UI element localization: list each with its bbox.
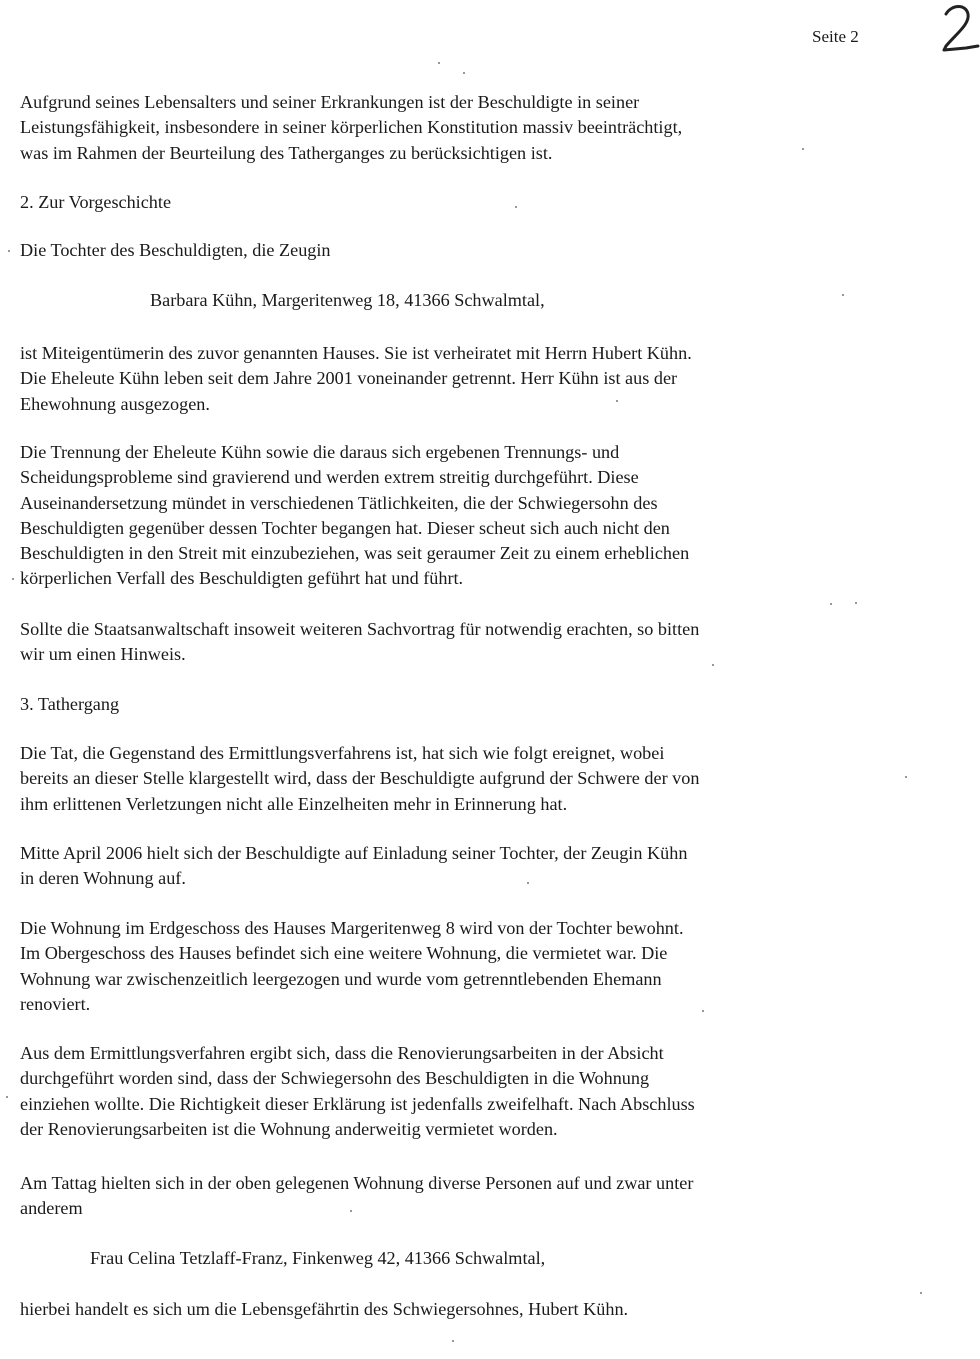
text-line: ihm erlittenen Verletzungen nicht alle Einzelheiten mehr in Erinnerung hat. [20, 793, 568, 814]
scan-speck [8, 250, 10, 252]
text-line: Die Tochter des Beschuldigten, die Zeugin [20, 240, 331, 260]
text-line: Mitte April 2006 hielt sich der Beschuldigte auf Einladung seiner Tochter, der Zeugin Kühn [20, 843, 688, 863]
handwritten-page-mark [932, 0, 980, 60]
text-line: durchgeführt worden sind, dass der Schwiegersohn des Beschuldigten in die Wohnung [20, 1068, 650, 1089]
scan-speck [802, 148, 804, 150]
scan-speck [350, 1210, 352, 1212]
text-line: was im Rahmen der Beurteilung des Tatherganges zu berücksichtigen ist. [20, 142, 553, 163]
paragraph-renovation [20, 1041, 870, 1142]
scan-speck [12, 578, 14, 580]
witness-address [150, 288, 980, 313]
text-line: einziehen wollte. Die Richtigkeit dieser Erklärung ist jedenfalls zweifelhaft. Nach Abschluss [20, 1093, 695, 1114]
scan-speck [842, 294, 844, 296]
text-line: Beschuldigten gegenüber dessen Tochter begangen hat. Dieser scheut sich auch nicht den [20, 517, 670, 538]
text-line: Scheidungsprobleme sind gravierend und werden extrem streitig durchgeführt. Diese [20, 467, 639, 488]
text-line: wir um einen Hinweis. [20, 644, 186, 665]
text-line: ist Miteigentümerin des zuvor genannten Hauses. Sie ist verheiratet mit Herrn Hubert Kühn. [20, 343, 692, 363]
text-line: körperlichen Verfall des Beschuldigten geführt hat und führt. [20, 568, 464, 589]
scan-speck [452, 1340, 454, 1342]
scan-speck [712, 664, 714, 666]
page-number-label: Seite 2 [812, 27, 859, 46]
text-line: der Renovierungsarbeiten ist die Wohnung anderweitig vermietet worden. [20, 1118, 558, 1139]
paragraph-partner [20, 1297, 870, 1322]
scan-speck [702, 1010, 704, 1012]
text-line: Aus dem Ermittlungsverfahren ergibt sich, dass die Renovierungsarbeiten in der Absicht [20, 1043, 664, 1063]
scan-speck [830, 603, 832, 605]
scan-speck [438, 62, 440, 64]
text-line: Am Tattag hielten sich in der oben gelegenen Wohnung diverse Personen auf und zwar unter [20, 1173, 694, 1193]
paragraph-deed [20, 741, 870, 817]
text-line: Beschuldigten in den Streit mit einzubeziehen, was seit geraumer Zeit zu einem erheblichen [20, 543, 690, 564]
text-line: renoviert. [20, 993, 91, 1014]
scan-speck [6, 1096, 8, 1098]
scan-speck [527, 882, 529, 884]
section-heading-vorgeschichte: 2. Zur Vorgeschichte [20, 192, 172, 212]
text-line: anderem [20, 1198, 83, 1219]
paragraph-ownership [20, 341, 870, 417]
scan-speck [855, 602, 857, 604]
text-line: Barbara Kühn, Margeritenweg 18, 41366 Schwalmtal, [150, 290, 545, 310]
text-line: Die Eheleute Kühn leben seit dem Jahre 2001 voneinander getrennt. Herr Kühn ist aus der [20, 368, 678, 389]
paragraph-persons [20, 1171, 870, 1222]
text-line: Ehewohnung ausgezogen. [20, 393, 210, 414]
paragraph-separation [20, 440, 870, 592]
paragraph-witness-intro [20, 238, 870, 263]
section-heading-tathergang: 3. Tathergang [20, 694, 120, 714]
text-line: Die Tat, die Gegenstand des Ermittlungsverfahrens ist, hat sich wie folgt ereignet, wobei [20, 743, 665, 763]
text-line: Die Trennung der Eheleute Kühn sowie die daraus sich ergebenen Trennungs- und [20, 442, 620, 462]
text-line: Leistungsfähigkeit, insbesondere in seiner körperlichen Konstitution massiv beeinträchtigt, [20, 117, 683, 138]
paragraph-visit [20, 841, 870, 892]
scan-speck [463, 72, 465, 74]
text-line: in deren Wohnung auf. [20, 868, 186, 889]
text-line: bereits an dieser Stelle klargestellt wird, dass der Beschuldigte aufgrund der Schwere der von [20, 768, 700, 789]
text-line: Die Wohnung im Erdgeschoss des Hauses Margeritenweg 8 wird von der Tochter bewohnt. [20, 918, 684, 938]
text-line: Frau Celina Tetzlaff-Franz, Finkenweg 42, 41366 Schwalmtal, [90, 1248, 546, 1268]
scan-speck [616, 400, 618, 402]
scan-speck [920, 1292, 922, 1294]
text-line: Auseinandersetzung mündet in verschiedenen Tätlichkeiten, die der Schwiegersohn des [20, 492, 658, 513]
text-line: Im Obergeschoss des Hauses befindet sich eine weitere Wohnung, die vermietet war. Die [20, 943, 668, 964]
paragraph-intro [20, 90, 870, 166]
paragraph-request [20, 617, 870, 668]
text-line: Sollte die Staatsanwaltschaft insoweit weiteren Sachvortrag für notwendig erachten, so bitten [20, 619, 700, 639]
person-address [90, 1246, 940, 1271]
text-line: Wohnung war zwischenzeitlich leergezogen und wurde vom getrenntlebenden Ehemann [20, 968, 662, 989]
text-line: hierbei handelt es sich um die Lebensgefährtin des Schwiegersohnes, Hubert Kühn. [20, 1299, 629, 1319]
paragraph-apartment [20, 916, 870, 1017]
scan-speck [905, 776, 907, 778]
scan-speck [515, 206, 517, 208]
text-line: Aufgrund seines Lebensalters und seiner Erkrankungen ist der Beschuldigte in seiner [20, 92, 640, 112]
